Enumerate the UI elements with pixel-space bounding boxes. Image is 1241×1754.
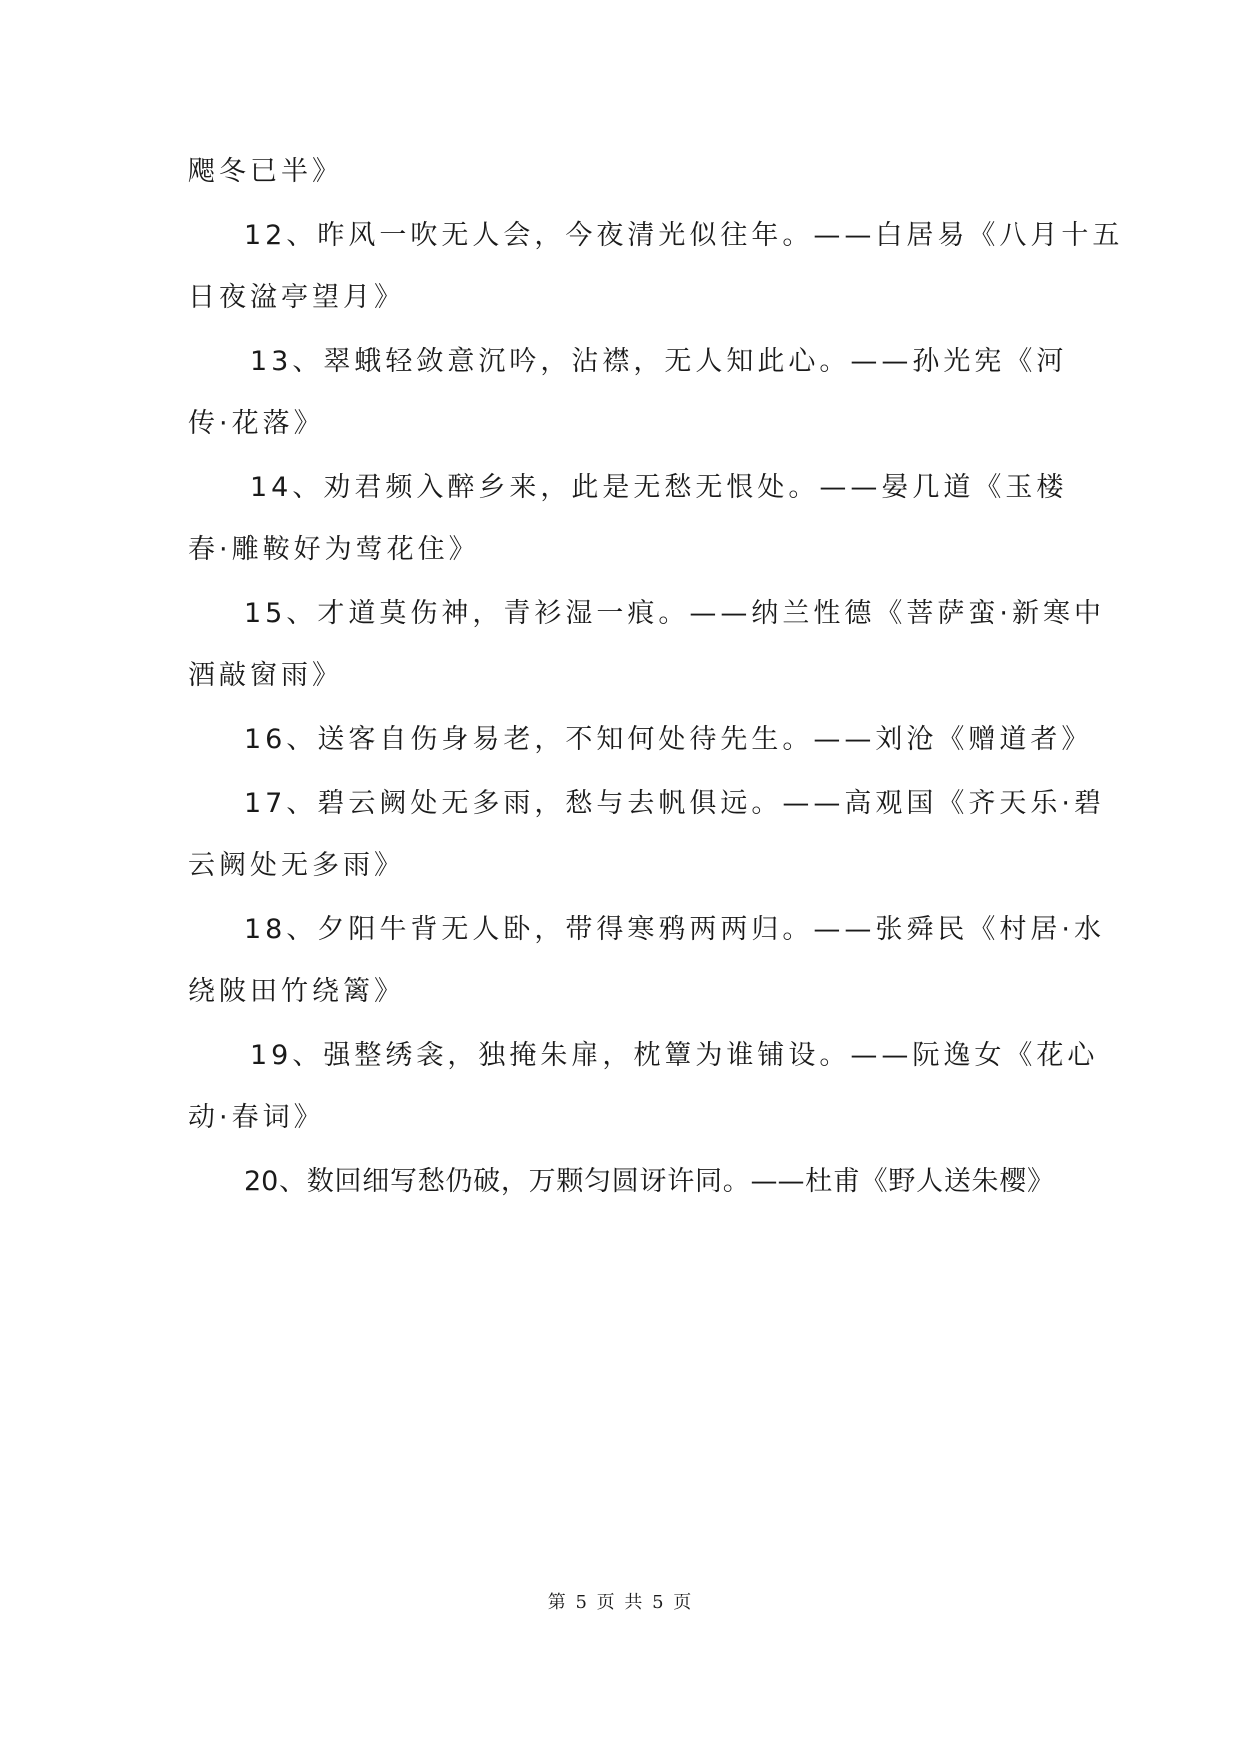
text-line: 19、强整绣衾，独掩朱扉，枕簟为谁铺设。——阮逸女《花心 — [250, 1040, 1099, 1071]
text-line: 日夜湓亭望月》 — [188, 282, 405, 313]
text-line: 16、送客自伤身易老，不知何处待先生。——刘沧《赠道者》 — [244, 724, 1093, 755]
text-line: 20、数回细写愁仍破，万颗匀圆讶许同。——杜甫《野人送朱樱》 — [244, 1166, 1054, 1197]
text-line: 云阙处无多雨》 — [188, 850, 405, 881]
text-line: 15、才道莫伤神，青衫湿一痕。——纳兰性德《菩萨蛮·新寒中 — [244, 598, 1105, 629]
text-line: 动·春词》 — [188, 1102, 325, 1133]
text-line: 18、夕阳牛背无人卧，带得寒鸦两两归。——张舜民《村居·水 — [244, 914, 1105, 945]
page-number-footer: 第 5 页 共 5 页 — [547, 1592, 694, 1613]
text-line: 14、劝君频入醉乡来，此是无愁无恨处。——晏几道《玉楼 — [250, 472, 1068, 503]
text-line: 春·雕鞍好为莺花住》 — [188, 534, 480, 565]
text-line: 飔冬已半》 — [188, 156, 343, 187]
text-line: 12、昨风一吹无人会，今夜清光似往年。——白居易《八月十五 — [244, 220, 1124, 251]
text-line: 酒敲窗雨》 — [188, 660, 343, 691]
text-line: 13、翠蛾轻敛意沉吟，沾襟，无人知此心。——孙光宪《河 — [250, 346, 1068, 377]
text-line: 17、碧云阙处无多雨，愁与去帆俱远。——高观国《齐天乐·碧 — [244, 788, 1105, 819]
text-line: 传·花落》 — [188, 408, 325, 439]
text-line: 绕陂田竹绕篱》 — [188, 976, 405, 1007]
poem-list — [188, 152, 1124, 1202]
